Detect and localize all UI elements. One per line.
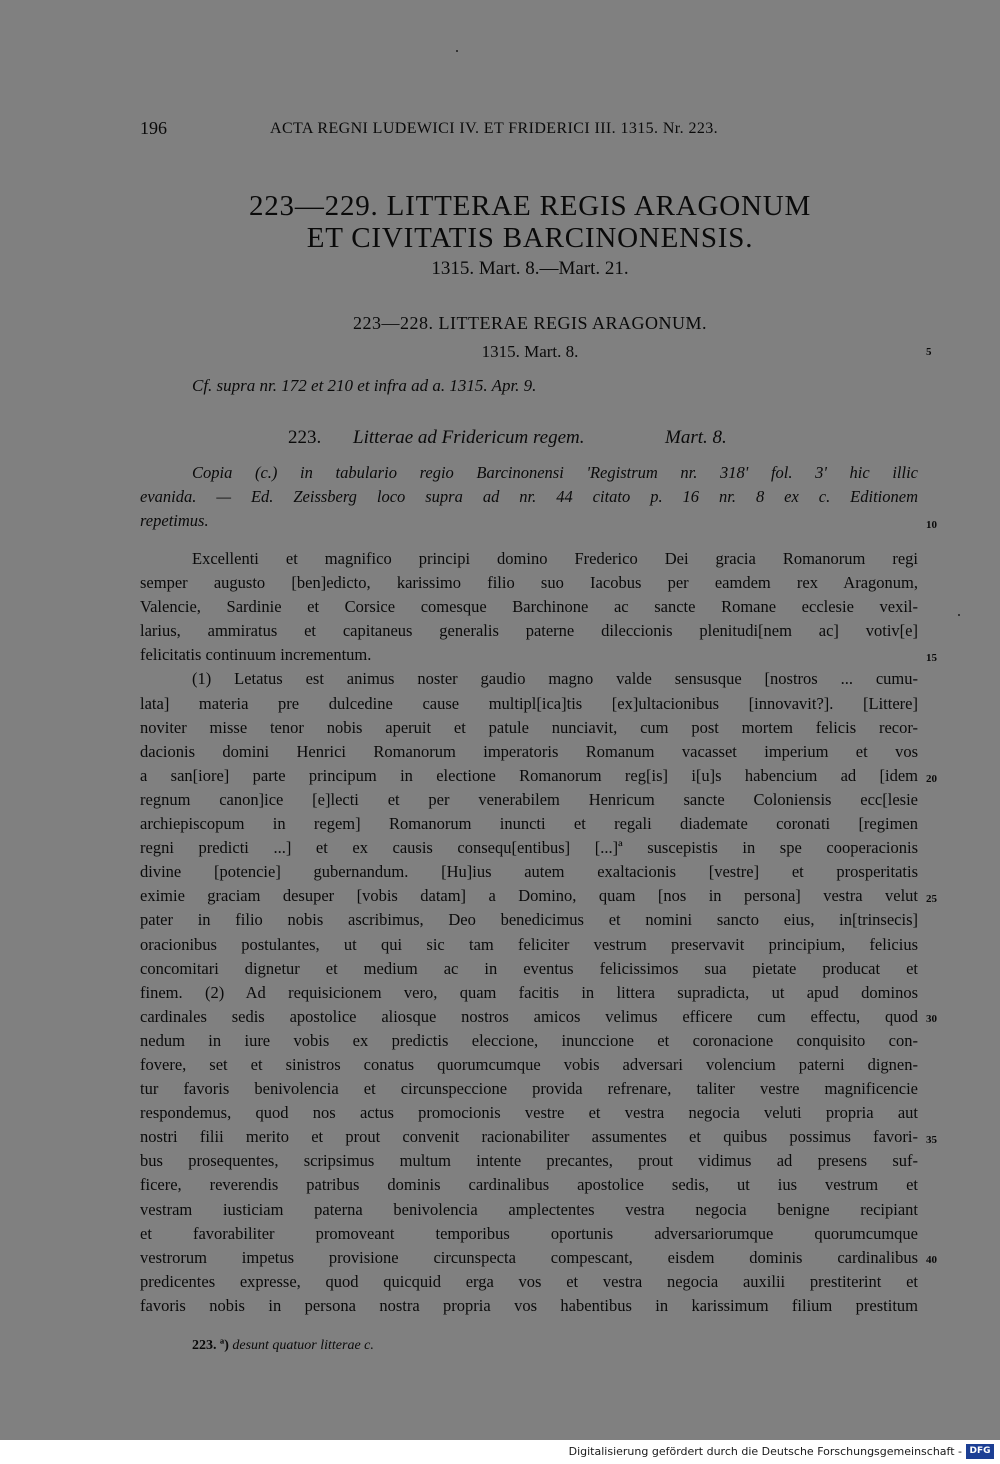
body-line: (1) Letatus est animus noster gaudio magno valde sensusque [nostros ... cumu- (192, 669, 918, 689)
document-number: 223. (288, 427, 322, 448)
body-line: fovere, set et sinistros conatus quorumcumque vobis adversari volencium paterni dignen- (140, 1054, 918, 1074)
letter-body (140, 547, 918, 1318)
margin-line-number: 10 (926, 519, 937, 531)
body-line: regni predicti ...] et ex causis consequ[entibus] [...]ª suscepistis in spe cooperacionis (140, 838, 918, 858)
body-line: et favorabiliter promoveant temporibus oportunis adversariorumque quorumcumque (140, 1223, 918, 1243)
cross-reference-note: Cf. supra nr. 172 et 210 et infra ad a. 1315. Apr. 9. (192, 376, 537, 395)
body-line: nostri filii merito et prout convenit racionabiliter assumentes et quibus possimus favori- (140, 1127, 918, 1147)
dfg-logo: DFG (966, 1444, 994, 1459)
running-title: ACTA REGNI LUDEWICI IV. ET FRIDERICI III. 1315. Nr. 223. (270, 120, 719, 137)
body-line: Valencie, Sardinie et Corsice comesque Barchinone ac sancte Romane ecclesie vexil- (140, 597, 918, 617)
body-line: concomitari dignetur et medium ac in eventus felicissimos sua pietate producat et (140, 958, 918, 978)
body-line: larius, ammiratus et capitaneus generalis paterne dileccionis plenitudi[nem ac] votiv[e] (140, 621, 918, 641)
body-line: nedum in iure vobis ex predictis eleccione, inunccione et coronacione conquisito con- (140, 1030, 918, 1050)
footer-bar (0, 1440, 1000, 1464)
footnote-text: desunt quatuor litterae c. (232, 1338, 374, 1353)
source-line: evanida. — Ed. Zeissberg loco supra ad nr. 44 citato p. 16 nr. 8 ex c. Editionem (140, 487, 918, 506)
body-line: semper augusto [ben]edicto, karissimo filio suo Iacobus per eamdem rex Aragonum, (140, 573, 918, 593)
body-line: finem. (2) Ad requisicionem vero, quam facitis in littera supradicta, ut apud dominos (140, 982, 918, 1002)
body-line: tur favoris benivolencia et circunspeccione provida refrenare, taliter vestre magnificencie (140, 1079, 918, 1099)
body-line: felicitatis continuum incrementum. (140, 645, 372, 665)
margin-line-number: 35 (926, 1134, 937, 1146)
source-note (140, 461, 918, 533)
body-line: archiepiscopum in regem] Romanorum inuncti et regali diademate coronati [regimen (140, 814, 918, 834)
scan-speck (958, 614, 960, 616)
body-line: vestram iusticiam paterna benivolencia amplectentes vestra negocia benigne recipiant (140, 1199, 918, 1219)
funding-notice: Digitalisierung gefördert durch die Deutsche Forschungsgemeinschaft - (568, 1445, 962, 1458)
margin-line-number: 20 (926, 773, 937, 785)
margin-line-number: 25 (926, 893, 937, 905)
main-title (140, 190, 920, 254)
body-line: ficere, reverendis patribus dominis cardinalibus apostolice sedis, ut ius vestrum et (140, 1175, 918, 1195)
body-line: a san[iore] parte principum in electione Romanorum reg[is] i[u]s habencium ad [idem (140, 765, 918, 785)
section-date: 1315. Mart. 8. (481, 342, 579, 361)
scan-speck (456, 50, 458, 52)
margin-line-number: 5 (926, 346, 932, 358)
body-line: divine [potencie] gubernandum. [Hu]ius autem exaltacionis [vestre] et prosperitatis (140, 862, 918, 882)
margin-line-number: 40 (926, 1254, 937, 1266)
body-line: pater in filio nobis ascribimus, Deo benedicimus et nomini sancto eius, in[trinsecis] (140, 910, 918, 930)
source-line: repetimus. (140, 511, 209, 530)
page-number: 196 (140, 118, 167, 138)
body-line: bus prosequentes, scripsimus multum intente precantes, prout vidimus ad presens suf- (140, 1151, 918, 1171)
body-line: respondemus, quod nos actus promocionis vestre et vestra negocia veluti propria aut (140, 1103, 918, 1123)
footnote-label: 223. ª) (192, 1338, 229, 1353)
body-line: eximie graciam desuper [vobis datam] a Domino, quam [nos in persona] vestra velut (140, 886, 918, 906)
body-line: oracionibus postulantes, ut qui sic tam feliciter vestrum preservavit principium, felicius (140, 934, 918, 954)
main-title-line-1: 223—229. LITTERAE REGIS ARAGONUM (248, 190, 812, 222)
document-date: Mart. 8. (665, 427, 727, 448)
body-line: Excellenti et magnifico principi domino Frederico Dei gracia Romanorum regi (192, 549, 918, 568)
body-line: favoris nobis in persona nostra propria vos habentibus in karissimum filium prestitum (140, 1295, 918, 1315)
main-title-date: 1315. Mart. 8.—Mart. 21. (431, 258, 629, 279)
body-line: cardinales sedis apostolice aliosque nostros amicos velimus efficere cum effectu, quod (140, 1006, 918, 1026)
body-line: vestrorum impetus provisione circunspecta compescant, eisdem dominis cardinalibus (140, 1247, 918, 1267)
body-line: dacionis domini Henrici Romanorum imperatoris Romanum vacasset imperium et vos (140, 741, 918, 761)
main-title-line-2: ET CIVITATIS BARCINONENSIS. (306, 222, 754, 254)
body-line: noviter misse tenor nobis aperuit et patule nunciavit, cum post mortem felicis recor- (140, 717, 918, 737)
document-title: Litterae ad Fridericum regem. (353, 427, 585, 448)
margin-line-number: 30 (926, 1013, 937, 1025)
body-line: regnum canon]ice [e]lecti et per venerabilem Henricum sancte Coloniensis ecc[lesie (140, 789, 918, 809)
body-line: lata] materia pre dulcedine cause multipl[ica]tis [ex]ultacionibus [innovavit?]. [Littere] (140, 693, 918, 713)
footnote (192, 1338, 374, 1354)
body-line: predicentes expresse, quod quicquid erga vos et vestra negocia auxilii prestiterint et (140, 1271, 918, 1291)
margin-line-number: 15 (926, 652, 937, 664)
source-line: Copia (c.) in tabulario regio Barcinonensi 'Registrum nr. 318' fol. 3' hic illic (192, 463, 918, 482)
section-subtitle: 223—228. LITTERAE REGIS ARAGONUM. (353, 313, 707, 333)
